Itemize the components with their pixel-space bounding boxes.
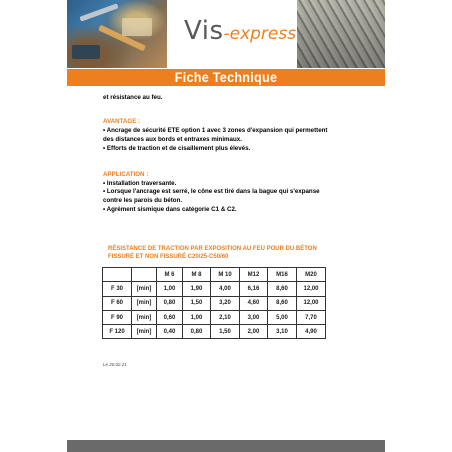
table-cell: 3,20 <box>211 296 240 310</box>
table-cell: [min] <box>132 310 157 324</box>
table-cell: 1,00 <box>157 282 183 296</box>
table-header-cell: M 6 <box>157 268 183 282</box>
application-bullet: • Agrément sismique dans catégorie C1 & C2. <box>103 206 237 213</box>
table-cell: 4,90 <box>297 325 326 339</box>
table-row <box>103 282 326 296</box>
table-header-cell: M 10 <box>211 268 240 282</box>
table-cell: 6,16 <box>240 282 268 296</box>
table-cell: 1,50 <box>183 296 211 310</box>
table-cell: 5,00 <box>268 310 297 324</box>
table-cell: F 30 <box>103 282 132 296</box>
document-date: Le 20.02.21 <box>103 362 127 367</box>
table-cell: 8,60 <box>268 282 297 296</box>
table-header-cell: M16 <box>268 268 297 282</box>
logo-vis: Vis <box>184 16 224 46</box>
table-header-cell <box>132 268 157 282</box>
avantage-bullet: • Ancrage de sécurité ETE option 1 avec 3 zones d'expansion qui permettent <box>103 127 328 134</box>
table-cell: 0,60 <box>157 310 183 324</box>
header <box>67 0 385 68</box>
table-header-row <box>103 268 326 282</box>
table-cell: 12,00 <box>297 282 326 296</box>
table-cell: 3,00 <box>240 310 268 324</box>
table-cell: 12,00 <box>297 296 326 310</box>
application-bullet: • Installation traversante. <box>103 180 177 187</box>
avantage-title: AVANTAGE : <box>103 118 141 125</box>
avantage-bullet: • Efforts de traction et de cisaillement plus élevés. <box>103 145 251 152</box>
vis-express-logo <box>184 16 296 46</box>
intro-text: et résistance au feu. <box>103 94 163 101</box>
table-row <box>103 310 326 324</box>
table-cell: 8,60 <box>268 296 297 310</box>
footer-bar <box>67 440 385 452</box>
table-cell: 1,50 <box>211 325 240 339</box>
table-cell: 0,40 <box>157 325 183 339</box>
table-cell: 7,70 <box>297 310 326 324</box>
application-title: APPLICATION : <box>103 171 149 178</box>
table-cell: F 90 <box>103 310 132 324</box>
table-row <box>103 325 326 339</box>
table-cell: F 120 <box>103 325 132 339</box>
table-row <box>103 296 326 310</box>
tool-shape <box>122 18 152 36</box>
table-title-line2: FISSURÉ ET NON FISSURÉ C20/25-C50/60 <box>108 254 229 260</box>
application-bullet: contre les parois du béton. <box>103 197 183 204</box>
table-cell: 4,00 <box>211 282 240 296</box>
application-bullet: • Lorsque l'ancrage est serré, le cône est tiré dans la bague qui s'expanse <box>103 188 320 195</box>
table-header-cell: M 8 <box>183 268 211 282</box>
table-header-cell: M12 <box>240 268 268 282</box>
table-cell: [min] <box>132 282 157 296</box>
table-cell: 0,80 <box>157 296 183 310</box>
table-cell: 3,10 <box>268 325 297 339</box>
table-header-cell: M20 <box>297 268 326 282</box>
table-cell: [min] <box>132 296 157 310</box>
fire-resistance-table <box>102 267 326 339</box>
tool-shape <box>79 3 118 21</box>
avantage-bullet: des distances aux bords et entraxes minimaux. <box>103 136 242 143</box>
tools-photo <box>67 0 167 68</box>
table-cell: 2,10 <box>211 310 240 324</box>
table-cell: [min] <box>132 325 157 339</box>
table-cell: 4,60 <box>240 296 268 310</box>
screws-photo <box>297 0 385 68</box>
table-cell: 1,90 <box>183 282 211 296</box>
tool-shape <box>72 45 100 59</box>
table-header-cell <box>103 268 132 282</box>
title-banner <box>67 68 385 86</box>
table-title-line1: RÉSISTANCE DE TRACTION PAR EXPOSITION AU FEU POUR DU BÉTON <box>108 246 317 252</box>
page-title: Fiche Technique <box>174 69 278 85</box>
logo-express: -express <box>223 24 297 44</box>
table-cell: 1,00 <box>183 310 211 324</box>
table-cell: F 60 <box>103 296 132 310</box>
table-cell: 2,00 <box>240 325 268 339</box>
table-cell: 0,80 <box>183 325 211 339</box>
